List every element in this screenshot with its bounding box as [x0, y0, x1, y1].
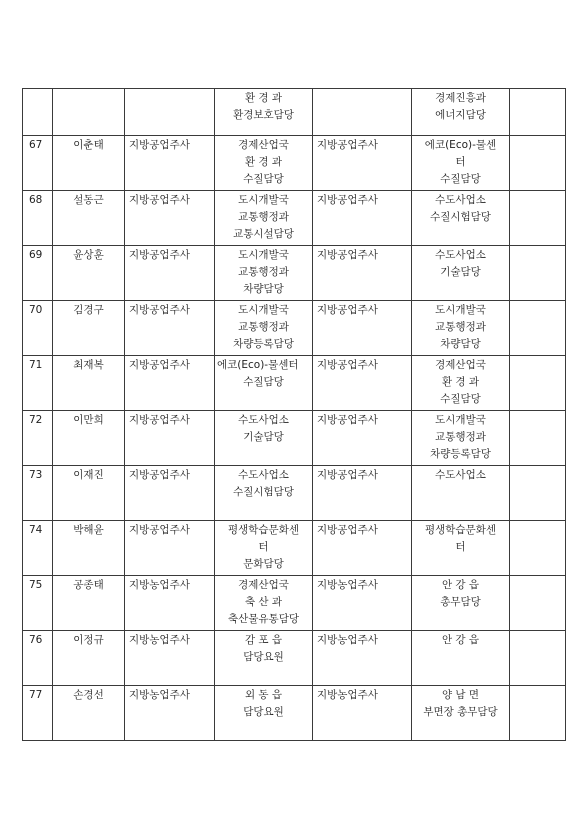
current-rank: 지방공업주사	[125, 356, 215, 411]
person-name: 이만희	[53, 411, 125, 466]
new-post	[412, 631, 510, 686]
current-post-line: 도시개발국	[238, 194, 289, 206]
new-rank: 지방농업주사	[313, 686, 412, 741]
remarks-cell	[510, 411, 566, 466]
new-rank: 지방공업주사	[313, 356, 412, 411]
table-row	[23, 301, 566, 356]
current-post-line: 교통시설담당	[233, 228, 294, 240]
row-number: 76	[23, 631, 53, 686]
new-post-line: 터	[455, 156, 466, 168]
table-row	[23, 576, 566, 631]
table-row	[23, 89, 566, 136]
table-row	[23, 246, 566, 301]
new-rank: 지방공업주사	[313, 411, 412, 466]
person-name: 최재복	[53, 356, 125, 411]
current-post-line: 수질시험담당	[233, 486, 294, 498]
person-name: 윤상훈	[53, 246, 125, 301]
new-post-line: 교통행정과	[435, 321, 486, 333]
new-post	[412, 246, 510, 301]
new-post-line: 수질담당	[440, 393, 481, 405]
table-row	[23, 631, 566, 686]
current-post-line: 평생학습문화센	[227, 524, 299, 536]
new-post	[412, 356, 510, 411]
current-post-line: 터	[258, 541, 269, 553]
current-post	[215, 89, 313, 136]
current-post-line: 수도사업소	[238, 414, 289, 426]
person-name: 손경선	[53, 686, 125, 741]
current-rank: 지방공업주사	[125, 521, 215, 576]
current-rank	[125, 89, 215, 136]
row-number: 71	[23, 356, 53, 411]
new-post-line: 수질시험담당	[430, 211, 491, 223]
new-post-line: 부면장 총무담당	[423, 706, 498, 718]
new-rank: 지방공업주사	[313, 301, 412, 356]
new-rank: 지방농업주사	[313, 631, 412, 686]
current-post-line: 감 포 읍	[244, 634, 283, 646]
current-post-line: 담당요원	[243, 706, 284, 718]
new-post	[412, 89, 510, 136]
row-number: 70	[23, 301, 53, 356]
current-post-line: 교통행정과	[238, 211, 289, 223]
new-post-line: 차량담당	[440, 338, 481, 350]
current-post-line: 도시개발국	[238, 249, 289, 261]
new-post-line: 도시개발국	[435, 414, 486, 426]
current-post-line: 환경보호담당	[233, 109, 294, 121]
new-post	[412, 466, 510, 521]
person-name	[53, 89, 125, 136]
current-post-line: 경제산업국	[238, 579, 289, 591]
current-rank: 지방공업주사	[125, 136, 215, 191]
row-number: 68	[23, 191, 53, 246]
table-row	[23, 411, 566, 466]
remarks-cell	[510, 576, 566, 631]
remarks-cell	[510, 521, 566, 576]
row-number: 73	[23, 466, 53, 521]
new-post-line: 환 경 과	[441, 376, 480, 388]
current-post-line: 도시개발국	[238, 304, 289, 316]
person-name: 설동근	[53, 191, 125, 246]
current-post	[215, 136, 313, 191]
table-row	[23, 191, 566, 246]
current-post	[215, 246, 313, 301]
current-post-line: 차량등록담당	[233, 338, 294, 350]
new-post-line: 경제산업국	[435, 359, 486, 371]
current-post-line: 수도사업소	[238, 469, 289, 481]
new-post-line: 수질담당	[440, 173, 481, 185]
current-rank: 지방공업주사	[125, 246, 215, 301]
new-post-line: 안 강 읍	[441, 634, 480, 646]
current-post	[215, 576, 313, 631]
table-row	[23, 136, 566, 191]
current-rank: 지방농업주사	[125, 686, 215, 741]
new-post-line: 경제진흥과	[435, 92, 486, 104]
new-post-line: 평생학습문화센	[424, 524, 496, 536]
new-post-line: 에코(Eco)-물센	[424, 139, 497, 151]
person-name: 이재진	[53, 466, 125, 521]
current-post-line: 교통행정과	[238, 266, 289, 278]
new-post	[412, 136, 510, 191]
new-post-line: 에너지담당	[435, 109, 486, 121]
table-row	[23, 521, 566, 576]
new-rank: 지방공업주사	[313, 521, 412, 576]
new-post-line: 차량등록담당	[430, 448, 491, 460]
current-post-line: 담당요원	[243, 651, 284, 663]
new-rank: 지방공업주사	[313, 466, 412, 521]
new-post	[412, 301, 510, 356]
remarks-cell	[510, 356, 566, 411]
current-rank: 지방공업주사	[125, 191, 215, 246]
new-post	[412, 576, 510, 631]
current-post	[215, 466, 313, 521]
new-post-line: 안 강 읍	[441, 579, 480, 591]
current-post	[215, 686, 313, 741]
new-post	[412, 521, 510, 576]
current-post	[215, 521, 313, 576]
current-rank: 지방공업주사	[125, 411, 215, 466]
row-number: 72	[23, 411, 53, 466]
new-post	[412, 686, 510, 741]
person-name: 김경구	[53, 301, 125, 356]
current-post-line: 수질담당	[243, 173, 284, 185]
current-post-line: 축 산 과	[244, 596, 283, 608]
remarks-cell	[510, 136, 566, 191]
current-post	[215, 411, 313, 466]
row-number: 67	[23, 136, 53, 191]
current-post-line: 축산물유통담당	[227, 613, 299, 625]
personnel-table	[22, 88, 566, 741]
new-rank: 지방공업주사	[313, 246, 412, 301]
current-rank: 지방농업주사	[125, 576, 215, 631]
new-post-line: 도시개발국	[435, 304, 486, 316]
remarks-cell	[510, 631, 566, 686]
current-post-line: 수질담당	[243, 376, 284, 388]
new-post-line: 수도사업소	[435, 249, 486, 261]
current-rank: 지방농업주사	[125, 631, 215, 686]
new-post-line: 기술담당	[440, 266, 481, 278]
new-rank: 지방공업주사	[313, 136, 412, 191]
remarks-cell	[510, 89, 566, 136]
current-post-line: 경제산업국	[238, 139, 289, 151]
person-name: 박해윤	[53, 521, 125, 576]
remarks-cell	[510, 301, 566, 356]
row-number: 69	[23, 246, 53, 301]
current-post	[215, 301, 313, 356]
new-post-line: 터	[455, 541, 466, 553]
row-number: 77	[23, 686, 53, 741]
remarks-cell	[510, 686, 566, 741]
current-post-line: 환 경 과	[244, 156, 283, 168]
row-number: 75	[23, 576, 53, 631]
current-post	[215, 191, 313, 246]
new-post-line: 교통행정과	[435, 431, 486, 443]
current-post-line: 에코(Eco)-물센터	[217, 359, 299, 371]
current-post-line: 기술담당	[243, 431, 284, 443]
table-row	[23, 686, 566, 741]
current-post-line: 환 경 과	[244, 92, 283, 104]
remarks-cell	[510, 466, 566, 521]
new-post-line: 수도사업소	[435, 469, 486, 481]
current-rank: 지방공업주사	[125, 466, 215, 521]
new-post-line: 수도사업소	[435, 194, 486, 206]
person-name: 공종태	[53, 576, 125, 631]
person-name: 이춘태	[53, 136, 125, 191]
current-post-line: 문화담당	[243, 558, 284, 570]
remarks-cell	[510, 191, 566, 246]
current-post-line: 교통행정과	[238, 321, 289, 333]
current-post-line: 외 동 읍	[244, 689, 283, 701]
remarks-cell	[510, 246, 566, 301]
person-name: 이정규	[53, 631, 125, 686]
new-post	[412, 411, 510, 466]
table-row	[23, 466, 566, 521]
new-post-line: 총무담당	[440, 596, 481, 608]
new-post-line: 양 남 면	[441, 689, 480, 701]
row-number: 74	[23, 521, 53, 576]
row-number	[23, 89, 53, 136]
current-post	[215, 631, 313, 686]
current-post	[215, 356, 313, 411]
new-rank	[313, 89, 412, 136]
new-rank: 지방공업주사	[313, 191, 412, 246]
new-rank: 지방농업주사	[313, 576, 412, 631]
current-post-line: 차량담당	[243, 283, 284, 295]
current-rank: 지방공업주사	[125, 301, 215, 356]
table-row	[23, 356, 566, 411]
new-post	[412, 191, 510, 246]
